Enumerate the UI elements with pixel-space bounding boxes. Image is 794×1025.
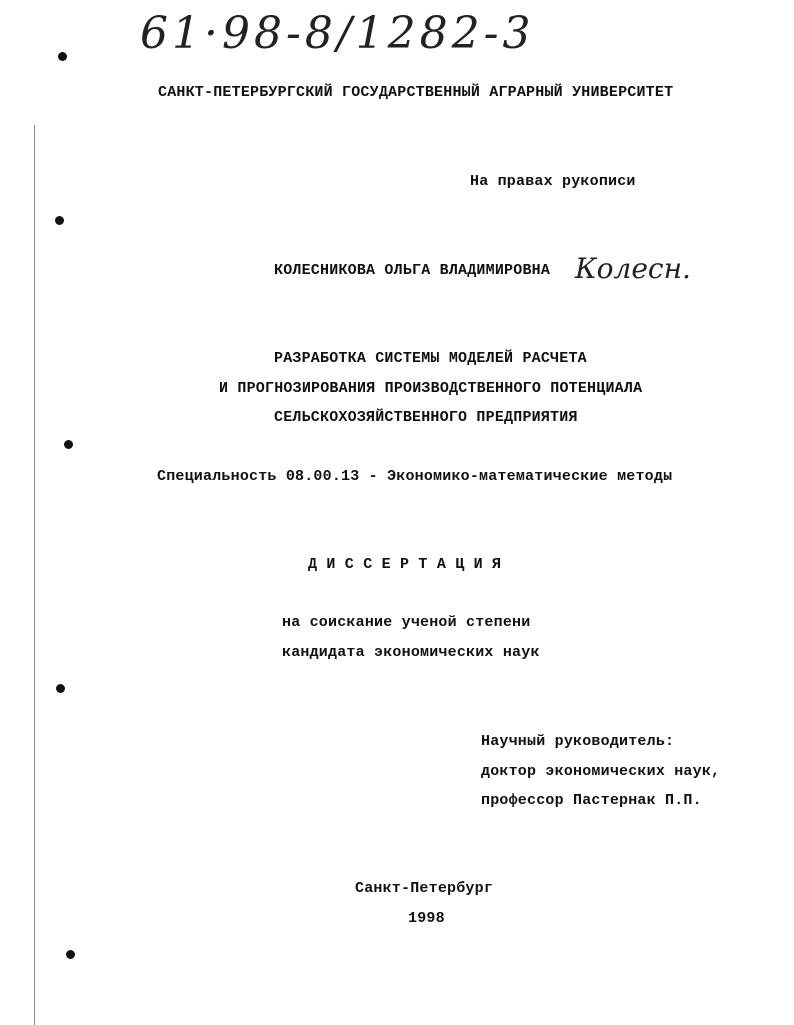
binder-hole-mark bbox=[55, 216, 64, 225]
binder-hole-mark bbox=[66, 950, 75, 959]
title-line-3: СЕЛЬСКОХОЗЯЙСТВЕННОГО ПРЕДПРИЯТИЯ bbox=[274, 409, 578, 426]
document-type: Д И С С Е Р Т А Ц И Я bbox=[308, 556, 502, 573]
binder-hole-mark bbox=[58, 52, 67, 61]
archive-number: 61·98-8/1282-3 bbox=[140, 8, 535, 59]
title-line-1: РАЗРАБОТКА СИСТЕМЫ МОДЕЛЕЙ РАСЧЕТА bbox=[274, 350, 587, 367]
supervisor-name: профессор Пастернак П.П. bbox=[481, 792, 702, 809]
author-signature: Колесн. bbox=[575, 252, 691, 285]
year: 1998 bbox=[408, 910, 445, 927]
specialty: Специальность 08.00.13 - Экономико-математические методы bbox=[157, 468, 673, 485]
university-name: САНКТ-ПЕТЕРБУРГСКИЙ ГОСУДАРСТВЕННЫЙ АГРАРНЫЙ УНИВЕРСИТЕТ bbox=[158, 84, 674, 101]
title-line-2: И ПРОГНОЗИРОВАНИЯ ПРОИЗВОДСТВЕННОГО ПОТЕНЦИАЛА bbox=[219, 380, 643, 397]
author-name: КОЛЕСНИКОВА ОЛЬГА ВЛАДИМИРОВНА bbox=[274, 262, 551, 279]
supervisor-heading: Научный руководитель: bbox=[481, 733, 675, 750]
city: Санкт-Петербург bbox=[355, 880, 494, 897]
left-margin-line bbox=[34, 125, 35, 1025]
degree-line-1: на соискание ученой степени bbox=[282, 614, 531, 631]
manuscript-rights: На правах рукописи bbox=[470, 173, 636, 190]
supervisor-degree: доктор экономических наук, bbox=[481, 763, 721, 780]
binder-hole-mark bbox=[64, 440, 73, 449]
binder-hole-mark bbox=[56, 684, 65, 693]
degree-line-2: кандидата экономических наук bbox=[282, 644, 540, 661]
